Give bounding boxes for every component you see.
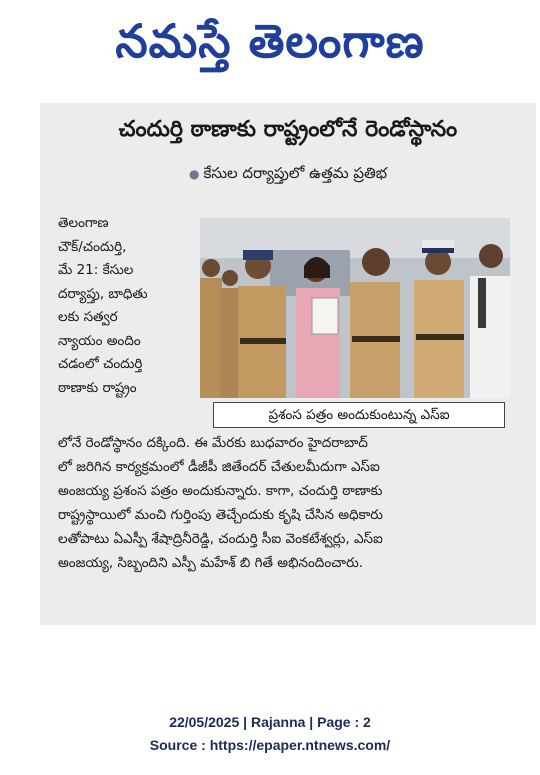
article-headline: చందుర్తి ఠాణాకు రాష్ట్రంలోనే రెండోస్థానం (118, 117, 458, 142)
column-line: దర్యాప్తు, బాధితు (58, 285, 148, 302)
footer-source: Source : https://epaper.ntnews.com/ (149, 737, 391, 753)
column-line: చడంలో చందుర్తి (58, 356, 143, 372)
photo-caption: ప్రశంస పత్రం అందుకుంటున్న ఎస్ఐ (213, 402, 505, 428)
ceremony-photo-illustration (200, 218, 510, 398)
column-line: మే 21: కేసుల (58, 262, 134, 278)
footer-date-edition: 22/05/2025 | Rajanna | Page : 2 (169, 714, 371, 730)
masthead-title: నమస్తే తెలంగాణ (115, 14, 425, 68)
article-line: రాష్ట్రస్థాయిలో మంచి గుర్తింపు తెచ్చేందుకు కృషి చేసిన అధికారు (58, 507, 383, 523)
article-photo (200, 218, 510, 398)
article-subheadline: కేసుల దర్యాప్తులో ఉత్తమ ప్రతిభ (203, 164, 388, 182)
column-line: చౌక్/చందుర్తి, (58, 238, 127, 255)
article-line: అంజయ్య, సిబ్బందిని ఎస్పీ మహేశ్ బి గితే అభినందించారు. (58, 555, 364, 571)
article-subheadline-row (40, 162, 536, 185)
column-line: న్యాయం అందిం (58, 332, 141, 349)
article-line: లతోపాటు ఏఎస్పీ శేషాద్రినీరెడ్డి, చందుర్తి సీఐ వెంకటేశ్వర్లు, ఎస్ఐ (58, 531, 383, 547)
article-line: లోనే రెండోస్థానం దక్కింది. ఈ మేరకు బుధవారం హైదరాబాద్ (58, 435, 368, 451)
article-line: లో జరిగిన కార్యక్రమంలో డీజీపీ జితేందర్ చేతులమీదుగా ఎస్ఐ (58, 459, 380, 475)
column-line: లకు సత్వర (58, 309, 118, 325)
column-line: తెలంగాణ (58, 215, 109, 231)
article-line: అంజయ్య ప్రశంస పత్రం అందుకున్నారు. కాగా, చందుర్తి ఠాణాకు (58, 483, 383, 499)
column-line: ఠాణాకు రాష్ట్రం (58, 379, 137, 396)
bullet-icon: ● (188, 167, 200, 181)
